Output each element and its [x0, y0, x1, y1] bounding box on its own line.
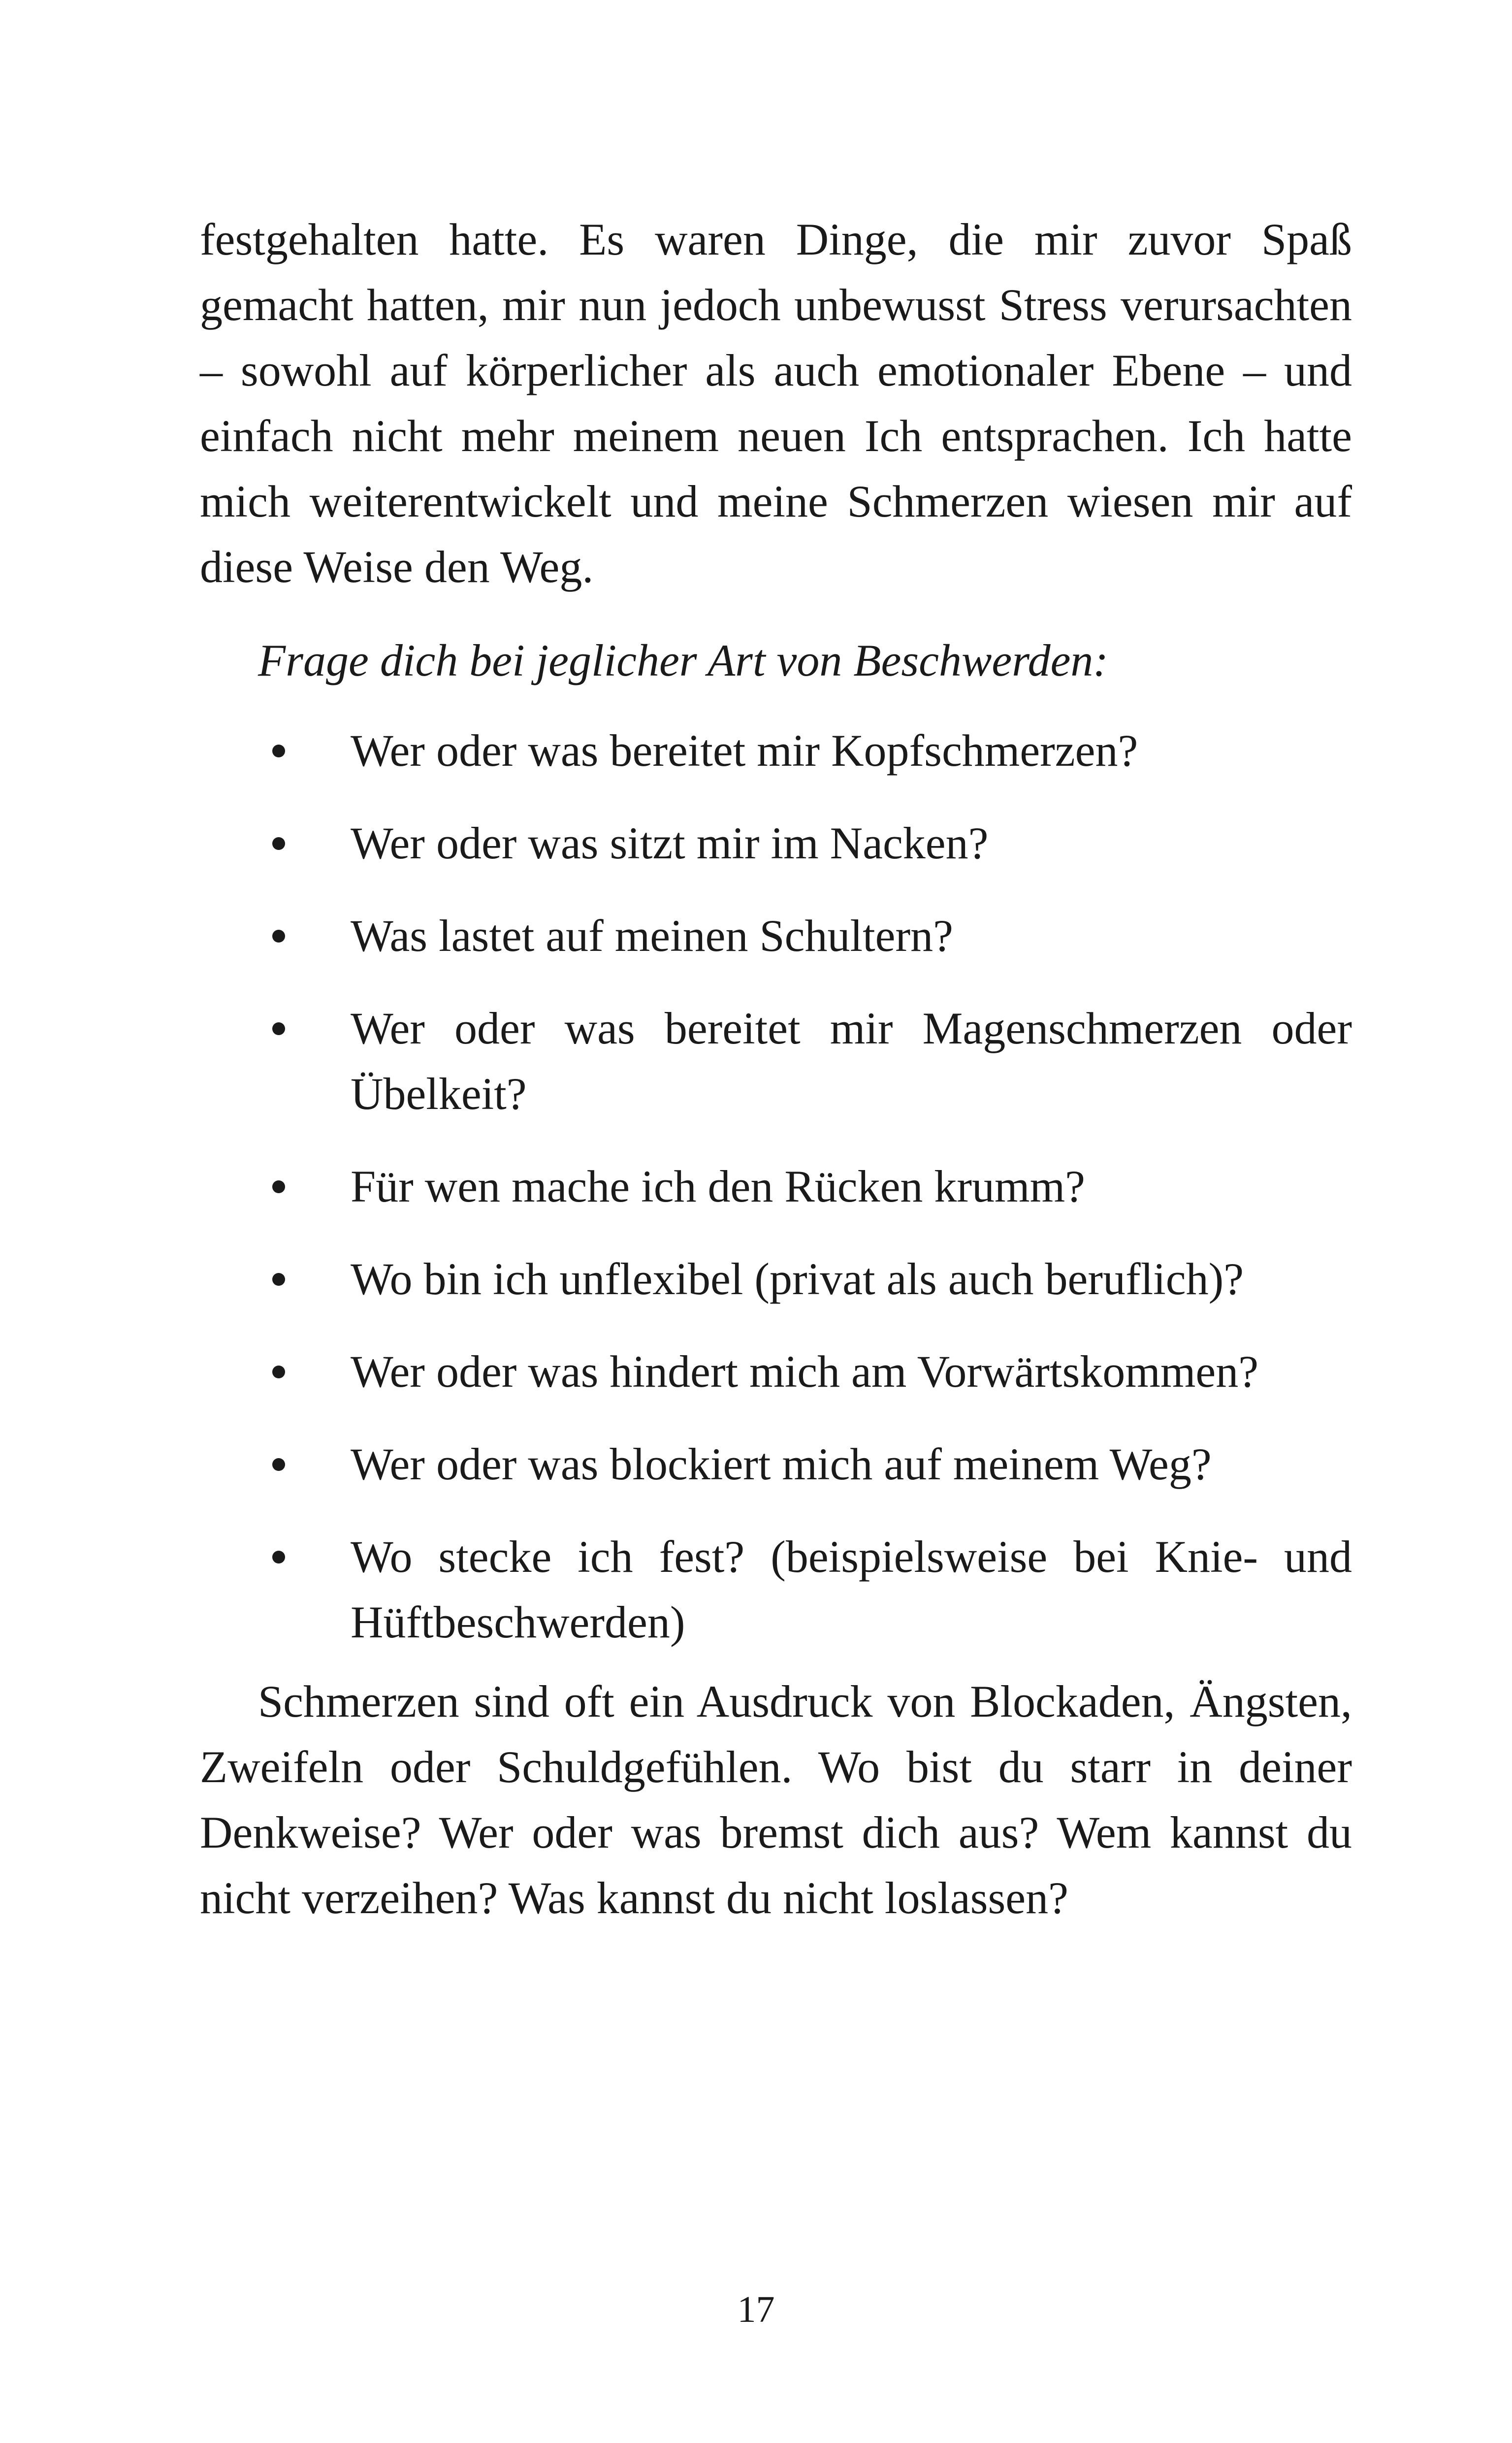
bullet-icon	[272, 1366, 285, 1378]
question-text: Wer oder was bereitet mir Magenschmerzen oder Übelkeit?	[351, 1003, 1352, 1119]
closing-paragraph: Schmerzen sind oft ein Ausdruck von Blockaden, Ängsten, Zweifeln oder Schuldgefühlen. Wo bist du starr in deiner Denkweise? Wer oder was bremst dich aus? Wem kannst du nicht verzeihen? Was kannst du nicht loslassen?	[200, 1676, 1352, 1923]
question-text: Wo stecke ich fest? (beispielsweise bei Knie- und Hüftbeschwerden)	[351, 1531, 1352, 1647]
question-text: Wo bin ich unflexibel (privat als auch beruflich)?	[351, 1254, 1244, 1304]
question-text: Für wen mache ich den Rücken krumm?	[351, 1161, 1085, 1211]
list-item	[200, 1154, 1352, 1219]
question-text: Wer oder was hindert mich am Vorwärtskommen?	[351, 1346, 1259, 1397]
list-item	[200, 903, 1352, 969]
bullet-icon	[272, 1458, 285, 1471]
question-text: Was lastet auf meinen Schultern?	[351, 911, 953, 961]
opening-paragraph: festgehalten hatte. Es waren Dinge, die mir zuvor Spaß gemacht hatten, mir nun jedoch unbewusst Stress verursachten – sowohl auf körperlicher als auch emotionaler Ebene – und einfach nicht mehr meinem neuen Ich entsprachen. Ich hatte mich weiterentwickelt und meine Schmerzen wiesen mir auf diese Weise den Weg.	[200, 214, 1352, 592]
question-text: Wer oder was bereitet mir Kopfschmerzen?	[351, 725, 1138, 776]
bullet-icon	[272, 1551, 285, 1564]
list-item	[200, 996, 1352, 1127]
question-text: Wer oder was blockiert mich auf meinem Weg?	[351, 1439, 1212, 1489]
question-text: Wer oder was sitzt mir im Nacken?	[351, 818, 989, 868]
list-item	[200, 1524, 1352, 1655]
prompt-heading: Frage dich bei jeglicher Art von Beschwerden:	[258, 635, 1109, 685]
list-item	[200, 1246, 1352, 1312]
question-list	[200, 718, 1352, 1655]
list-item	[200, 718, 1352, 783]
bullet-icon	[272, 1273, 285, 1286]
bullet-icon	[272, 930, 285, 943]
bullet-icon	[272, 1180, 285, 1193]
bullet-icon	[272, 1022, 285, 1035]
list-item	[200, 811, 1352, 876]
list-item	[200, 1339, 1352, 1404]
bullet-icon	[272, 837, 285, 850]
page-number: 17	[737, 2289, 775, 2330]
book-page-content	[200, 207, 1352, 1931]
list-item	[200, 1432, 1352, 1497]
bullet-icon	[272, 745, 285, 757]
